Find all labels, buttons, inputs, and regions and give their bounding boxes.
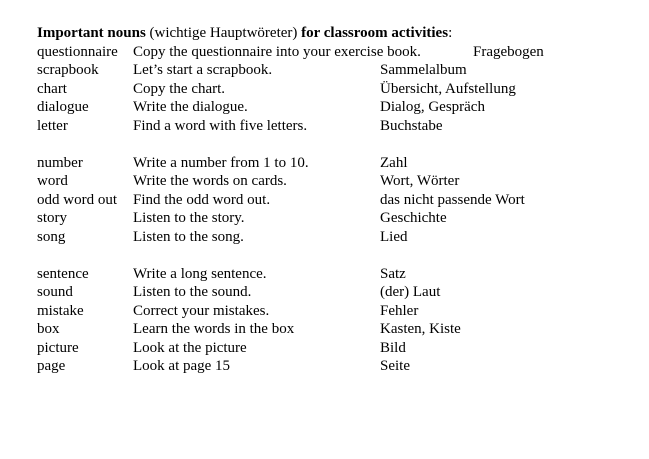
vocab-row — [37, 117, 649, 136]
vocab-row — [37, 302, 649, 321]
english-word: story — [37, 210, 67, 226]
example-sentence: Find a word with five letters. — [133, 117, 308, 134]
german-translation: Sammelalbum — [380, 62, 467, 78]
vocab-row — [37, 283, 649, 302]
german-translation: Lied — [380, 228, 408, 245]
vocab-row — [37, 98, 649, 117]
german-translation: Bild — [380, 339, 406, 356]
vocab-row — [37, 228, 649, 247]
example-sentence: Learn the words in the box — [133, 321, 295, 337]
example-sentence: Copy the questionnaire into your exercise book. — [133, 43, 421, 60]
example-sentence: Write a long sentence. — [133, 265, 267, 282]
vocab-row — [37, 43, 649, 62]
german-translation: Wort, Wörter — [380, 173, 460, 189]
title-bold-segment-1: Important nouns — [37, 25, 146, 41]
page-title — [37, 24, 649, 43]
german-translation: Kasten, Kiste — [380, 321, 461, 337]
vocab-row — [37, 154, 649, 173]
vocab-row — [37, 265, 649, 284]
vocab-row — [37, 339, 649, 358]
example-sentence: Look at the picture — [133, 339, 247, 356]
vocab-block-1 — [37, 43, 649, 136]
vocab-block-2 — [37, 154, 649, 247]
german-translation: Satz — [380, 265, 406, 282]
german-translation: Zahl — [380, 154, 408, 171]
vocab-row — [37, 80, 649, 99]
german-translation: Übersicht, Aufstellung — [380, 80, 516, 97]
german-translation: das nicht passende Wort — [380, 191, 525, 208]
title-colon: : — [448, 25, 453, 41]
vocab-row — [37, 191, 649, 210]
example-sentence: Listen to the sound. — [133, 284, 252, 300]
english-word: letter — [37, 117, 68, 134]
vocab-row — [37, 61, 649, 80]
example-sentence: Listen to the story. — [133, 210, 245, 226]
vocab-row — [37, 172, 649, 191]
example-sentence: Let’s start a scrapbook. — [133, 62, 273, 78]
vocab-block-3 — [37, 265, 649, 376]
title-regular-segment: (wichtige Hauptwöreter) — [145, 25, 302, 41]
english-word: dialogue — [37, 99, 89, 115]
german-translation: Fragebogen — [473, 43, 544, 60]
english-word: song — [37, 228, 66, 245]
english-word: word — [37, 173, 68, 189]
example-sentence: Correct your mistakes. — [133, 302, 270, 319]
german-translation: Seite — [380, 358, 410, 374]
english-word: number — [37, 154, 83, 171]
english-word: odd word out — [37, 191, 117, 208]
english-word: box — [37, 321, 60, 337]
example-sentence: Find the odd word out. — [133, 191, 271, 208]
german-translation: Fehler — [380, 302, 419, 319]
german-translation: Dialog, Gespräch — [380, 99, 485, 115]
english-word: sentence — [37, 265, 89, 282]
example-sentence: Copy the chart. — [133, 80, 226, 97]
english-word: picture — [37, 339, 79, 356]
english-word: page — [37, 358, 66, 374]
english-word: scrapbook — [37, 62, 99, 78]
english-word: chart — [37, 80, 67, 97]
example-sentence: Look at page 15 — [133, 358, 231, 374]
vocab-row — [37, 357, 649, 376]
title-bold-segment-2: for classroom activities — [301, 25, 449, 41]
english-word: mistake — [37, 302, 84, 319]
german-translation: Geschichte — [380, 210, 447, 226]
german-translation: Buchstabe — [380, 117, 443, 134]
vocab-row — [37, 320, 649, 339]
english-word: sound — [37, 284, 73, 300]
english-word: questionnaire — [37, 43, 118, 60]
german-translation: (der) Laut — [380, 284, 441, 300]
vocab-row — [37, 209, 649, 228]
example-sentence: Write the dialogue. — [133, 99, 248, 115]
example-sentence: Write the words on cards. — [133, 173, 287, 189]
example-sentence: Write a number from 1 to 10. — [133, 154, 309, 171]
example-sentence: Listen to the song. — [133, 228, 244, 245]
